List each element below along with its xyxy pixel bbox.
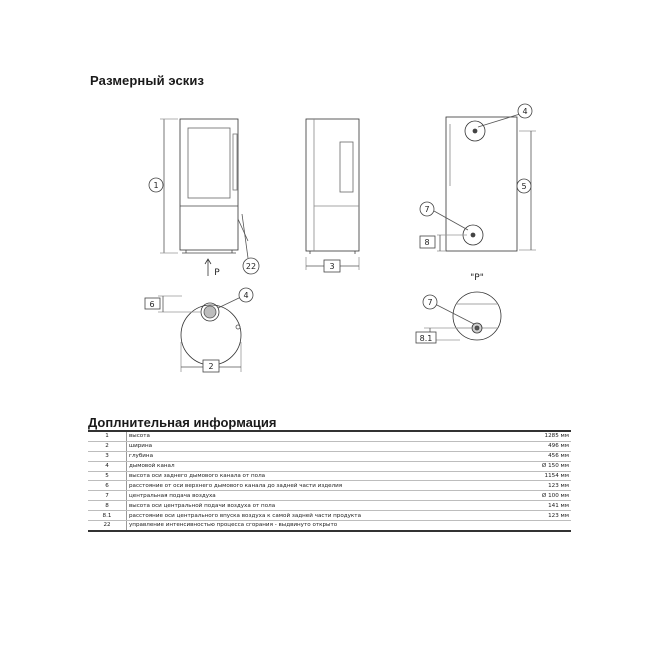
row-number: 2 xyxy=(88,441,127,451)
row-value: 496 мм xyxy=(527,441,571,451)
rear-view xyxy=(420,104,536,251)
dimension-drawing xyxy=(78,64,576,414)
row-value: 456 мм xyxy=(527,451,571,461)
row-description: высота оси заднего дымового канала от пола xyxy=(127,471,528,481)
label-5: 5 xyxy=(521,182,527,191)
row-value: Ø 150 мм xyxy=(527,461,571,471)
row-number: 8.1 xyxy=(88,511,127,521)
row-value xyxy=(527,521,571,531)
label-2: 2 xyxy=(208,362,214,371)
view-p-caption: "P" xyxy=(470,273,484,283)
label-7-rear: 7 xyxy=(424,205,430,214)
label-8: 8 xyxy=(424,238,430,247)
row-value: 123 мм xyxy=(527,511,571,521)
table-row xyxy=(88,491,571,501)
row-number: 8 xyxy=(88,501,127,511)
label-8-1: 8.1 xyxy=(419,334,433,343)
table-row xyxy=(88,431,571,441)
row-description: дымовой канал xyxy=(127,461,528,471)
sketch-title: Размерный эскиз xyxy=(90,73,205,88)
row-description: ширина xyxy=(127,441,528,451)
table-row xyxy=(88,511,571,521)
row-value: 1154 мм xyxy=(527,471,571,481)
table-row xyxy=(88,461,571,471)
label-4-top: 4 xyxy=(243,291,249,300)
label-22: 22 xyxy=(245,262,257,271)
table-row xyxy=(88,501,571,511)
row-description: высота оси центральной подачи воздуха от пола xyxy=(127,501,528,511)
table-row xyxy=(88,471,571,481)
row-description: глубина xyxy=(127,451,528,461)
row-description: расстояние оси центрального впуска воздуха к самой задней части продукта xyxy=(127,511,528,521)
row-number: 1 xyxy=(88,431,127,441)
row-number: 6 xyxy=(88,481,127,491)
label-4-rear: 4 xyxy=(522,107,528,116)
row-number: 4 xyxy=(88,461,127,471)
table-row xyxy=(88,481,571,491)
row-description: высота xyxy=(127,431,528,441)
view-arrow-label: P xyxy=(214,268,220,278)
side-view xyxy=(306,119,359,272)
label-1: 1 xyxy=(153,181,159,190)
row-description: расстояние от оси верхнего дымового канала до задней части изделия xyxy=(127,481,528,491)
table-row xyxy=(88,451,571,461)
table-row xyxy=(88,521,571,531)
spec-table xyxy=(88,430,571,532)
info-title: Доплнительная информация xyxy=(88,415,277,430)
row-value: 141 мм xyxy=(527,501,571,511)
spec-sheet xyxy=(78,64,576,588)
label-7-top: 7 xyxy=(427,298,433,307)
row-number: 5 xyxy=(88,471,127,481)
table-row xyxy=(88,441,571,451)
row-number: 7 xyxy=(88,491,127,501)
row-number: 3 xyxy=(88,451,127,461)
row-value: 123 мм xyxy=(527,481,571,491)
top-view xyxy=(145,288,253,372)
row-description: центральная подача воздуха xyxy=(127,491,528,501)
row-value: 1285 мм xyxy=(527,431,571,441)
label-6: 6 xyxy=(149,300,155,309)
row-description: управление интенсивностью процесса сгорания - выдвинуто открыто xyxy=(127,521,528,531)
row-number: 22 xyxy=(88,521,127,531)
label-3: 3 xyxy=(329,262,335,271)
front-view xyxy=(149,119,259,276)
row-value: Ø 100 мм xyxy=(527,491,571,501)
